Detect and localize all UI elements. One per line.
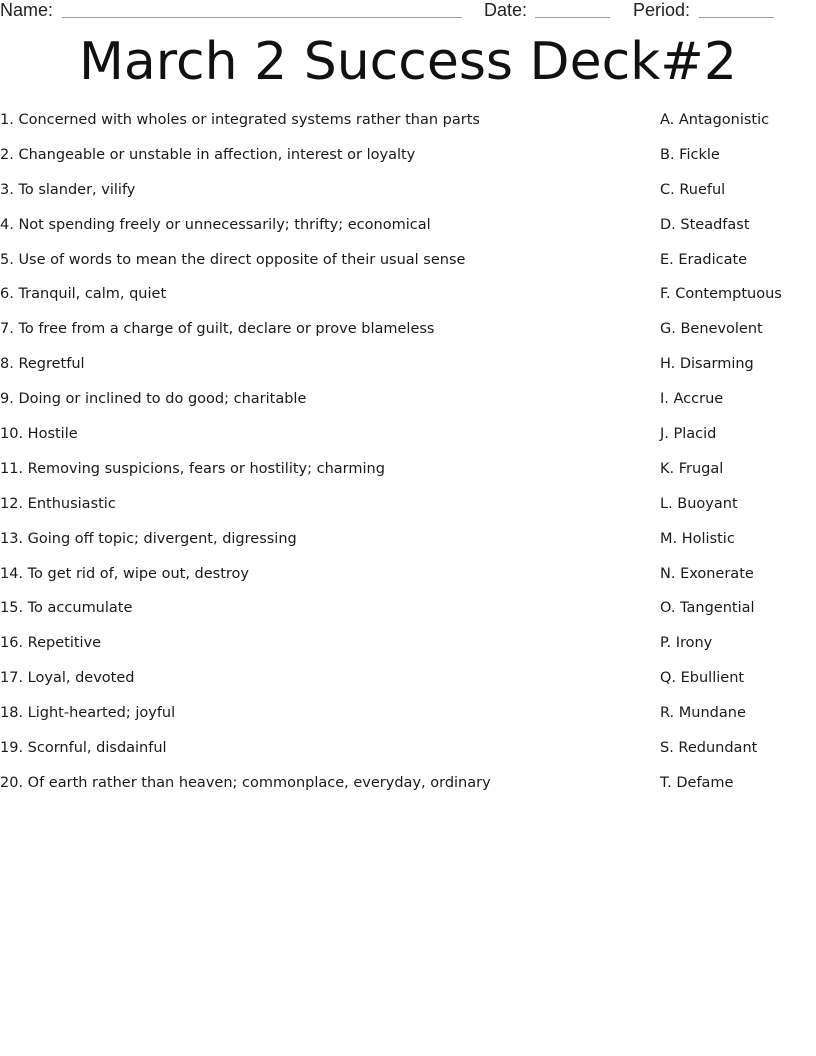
clue-text: 11. Removing suspicions, fears or hostility; charming <box>0 460 385 477</box>
clue-text: 15. To accumulate <box>0 600 133 617</box>
answer-choice: B. Fickle <box>660 146 720 163</box>
clue-text: 5. Use of words to mean the direct opposite of their usual sense <box>0 251 466 268</box>
clue-text: 20. Of earth rather than heaven; commonplace, everyday, ordinary <box>0 774 491 791</box>
matching-row <box>0 598 816 633</box>
matching-row <box>0 180 816 215</box>
worksheet-header <box>0 0 816 22</box>
matching-row <box>0 459 816 494</box>
period-blank-line[interactable] <box>699 17 774 18</box>
matching-row <box>0 773 816 808</box>
answer-choice: L. Buoyant <box>660 495 738 512</box>
date-blank-line[interactable] <box>535 17 610 18</box>
matching-row <box>0 564 816 599</box>
answer-choice: A. Antagonistic <box>660 112 770 128</box>
answer-choice: R. Mundane <box>660 705 746 722</box>
answer-choice: G. Benevolent <box>660 321 763 338</box>
answer-choice: C. Rueful <box>660 181 726 198</box>
matching-row <box>0 284 816 319</box>
answer-choice: Q. Ebullient <box>660 670 745 687</box>
clue-text: 6. Tranquil, calm, quiet <box>0 286 167 303</box>
name-label: Name: <box>0 0 54 20</box>
matching-row <box>0 354 816 389</box>
answer-choice: E. Eradicate <box>660 251 748 268</box>
answer-choice: J. Placid <box>660 426 717 443</box>
matching-row <box>0 738 816 773</box>
clue-text: 2. Changeable or unstable in affection, interest or loyalty <box>0 146 416 163</box>
clue-text: 12. Enthusiastic <box>0 495 116 512</box>
clue-text: 13. Going off topic; divergent, digressing <box>0 530 297 547</box>
page-title: March 2 Success Deck#2 <box>79 32 737 92</box>
clue-text: 17. Loyal, devoted <box>0 670 135 687</box>
answer-choice: S. Redundant <box>660 740 758 757</box>
matching-row <box>0 424 816 459</box>
clue-text: 16. Repetitive <box>0 635 102 652</box>
answer-choice: K. Frugal <box>660 460 724 477</box>
answer-choice: T. Defame <box>660 774 734 791</box>
matching-row <box>0 668 816 703</box>
matching-row <box>0 145 816 180</box>
clue-text: 10. Hostile <box>0 426 78 443</box>
matching-row <box>0 633 816 668</box>
clue-text: 8. Regretful <box>0 356 85 373</box>
matching-row <box>0 494 816 529</box>
date-label: Date: <box>484 0 528 20</box>
clue-text: 3. To slander, vilify <box>0 181 136 198</box>
clue-text: 19. Scornful, disdainful <box>0 740 167 757</box>
answer-choice: N. Exonerate <box>660 565 754 582</box>
matching-row <box>0 319 816 354</box>
answer-choice: I. Accrue <box>660 391 724 408</box>
answer-choice: P. Irony <box>660 635 713 652</box>
matching-row <box>0 110 816 145</box>
matching-row <box>0 529 816 564</box>
matching-row <box>0 703 816 738</box>
clue-text: 4. Not spending freely or unnecessarily; thrifty; economical <box>0 216 431 233</box>
answer-choice: M. Holistic <box>660 530 735 547</box>
clue-text: 7. To free from a charge of guilt, declare or prove blameless <box>0 321 435 338</box>
clue-text: 14. To get rid of, wipe out, destroy <box>0 565 250 582</box>
matching-row <box>0 215 816 250</box>
clue-text: 1. Concerned with wholes or integrated systems rather than parts <box>0 112 480 128</box>
clue-text: 18. Light-hearted; joyful <box>0 705 176 722</box>
clue-text: 9. Doing or inclined to do good; charitable <box>0 391 307 408</box>
matching-list <box>0 110 816 808</box>
matching-row <box>0 250 816 285</box>
period-label: Period: <box>633 0 691 20</box>
answer-choice: H. Disarming <box>660 356 754 373</box>
matching-row <box>0 389 816 424</box>
answer-choice: O. Tangential <box>660 600 755 617</box>
name-blank-line[interactable] <box>62 17 462 18</box>
answer-choice: D. Steadfast <box>660 216 750 233</box>
answer-choice: F. Contemptuous <box>660 286 782 303</box>
